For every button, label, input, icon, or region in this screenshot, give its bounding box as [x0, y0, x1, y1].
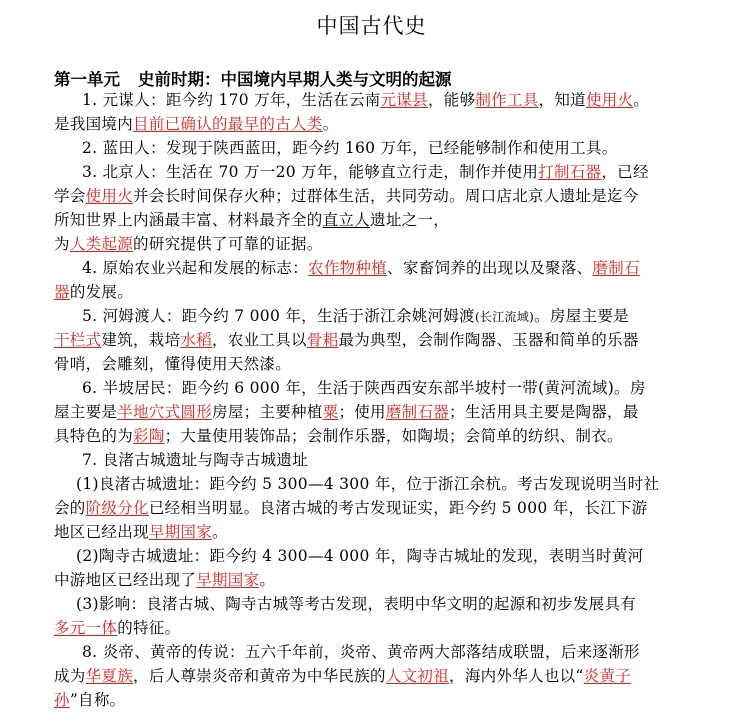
text-segment: 。 — [322, 115, 339, 133]
text-line — [54, 400, 684, 424]
text-segment: 的特征。 — [117, 619, 181, 637]
text-line — [54, 112, 684, 136]
text-segment: 中游地区已经出现了 — [54, 571, 197, 589]
text-segment: (2)陶寺古城遗址：距今约 4 300—4 000 年，陶寺古城址的发现，表明当时黄河 — [76, 547, 644, 565]
text-segment: 为 — [54, 235, 70, 253]
text-line — [54, 520, 684, 544]
text-line — [54, 256, 684, 280]
text-segment: ，已经 — [601, 163, 649, 181]
document-title: 中国古代史 — [316, 14, 427, 38]
text-line — [54, 496, 684, 520]
key-term: 早期国家 — [196, 571, 260, 589]
text-segment: (3)影响：良渚古城、陶寺古城等考古发现，表明中华文明的起源和初步发展具有 — [76, 595, 637, 613]
text-segment: 成为 — [54, 667, 86, 685]
text-line — [54, 352, 684, 376]
text-segment: 已经相当明显。良渚古城的考古发现证实，距今约 5 000 年，长江下游 — [148, 499, 648, 517]
key-term: 人文初祖 — [385, 667, 450, 685]
text-segment: 4. 原始农业兴起和发展的标志： — [82, 259, 309, 277]
text-line — [54, 208, 684, 232]
key-term: 打制石器 — [538, 163, 602, 181]
text-segment: (1)良渚古城遗址：距今约 5 300—4 300 年，位于浙江余杭。考古发现说明当时社 — [76, 475, 660, 493]
text-segment: 是我国境内 — [54, 115, 134, 133]
text-line — [54, 160, 684, 184]
text-segment: 。 — [212, 523, 228, 541]
key-term: 孙 — [54, 691, 70, 709]
text-line — [54, 568, 684, 592]
text-segment: ；生活用具主要是陶器，最 — [449, 403, 639, 421]
text-segment: 。 — [633, 91, 650, 109]
text-segment: 1. 元谋人：距今约 170 万年，生活在云南 — [82, 91, 381, 109]
text-segment: 的发展。 — [69, 283, 134, 301]
text-segment: 。房屋主要是 — [534, 307, 629, 325]
text-segment: 房屋；主要种植 — [212, 403, 323, 421]
text-line — [54, 280, 684, 304]
text-segment: 最为典型，会制作陶器、玉器和简单的乐器 — [338, 331, 639, 349]
text-segment: 3. 北京人：生活在 70 万一20 万年，能够直立行走，制作并使用 — [82, 163, 539, 181]
text-segment: ，后人尊崇炎帝和黄帝为中华民族的 — [133, 667, 386, 685]
text-segment: 6. 半坡居民：距今约 6 000 年，生活于陕西西安东部半坡村一带(黄河流域)。房 — [82, 379, 646, 397]
key-term: 骨耜 — [306, 331, 339, 349]
key-term: 粟 — [322, 403, 339, 421]
text-line — [54, 448, 684, 472]
text-segment: ；大量使用装饰品；会制作乐器，如陶埙；会简单的纺织、制衣。 — [164, 427, 623, 445]
key-term: 华夏族 — [85, 667, 134, 685]
text-segment: 2. 蓝田人：发现于陕西蓝田，距今约 160 万年，已经能够制作和使用工具。 — [82, 139, 618, 157]
text-segment: 地区已经出现 — [54, 523, 149, 541]
unit-title: 史前时期：中国境内早期人类与文明的起源 — [138, 70, 452, 89]
text-line — [54, 424, 684, 448]
text-line — [54, 232, 684, 256]
key-term: 半地穴式圆形 — [117, 403, 213, 421]
document-body — [54, 88, 684, 712]
text-segment: 8. 炎帝、黄帝的传说：五六千年前，炎帝、黄帝两大部落结成联盟，后来逐渐形 — [82, 643, 640, 661]
text-segment: 骨哨，会雕刻，懂得使用天然漆。 — [54, 355, 292, 373]
text-segment: 会的 — [54, 499, 86, 517]
key-term: 早期国家 — [148, 523, 213, 541]
key-term: 阶级分化 — [85, 499, 149, 517]
text-line — [54, 616, 684, 640]
key-term: 磨制石器 — [385, 403, 450, 421]
key-term: 使用火 — [585, 91, 634, 109]
text-line — [54, 592, 684, 616]
text-line — [54, 304, 684, 328]
small-note: (长江流域) — [474, 310, 535, 324]
text-segment: ；使用 — [338, 403, 386, 421]
text-segment: 。 — [259, 571, 276, 589]
text-segment: ，农业工具以 — [212, 331, 307, 349]
key-term: 制作工具 — [475, 91, 539, 109]
text-line — [54, 544, 684, 568]
text-line — [54, 88, 684, 112]
key-term: 器 — [54, 283, 70, 301]
text-line — [54, 328, 684, 352]
text-segment: 所知世界上内涵最丰富、材料最齐全的 — [54, 211, 323, 229]
text-segment: 建筑，栽培 — [101, 331, 181, 349]
text-line — [54, 376, 684, 400]
text-segment: ，海内外华人也以“ — [449, 667, 584, 685]
text-segment: ”自称。 — [69, 691, 126, 709]
key-term: 水稻 — [180, 331, 213, 349]
key-term: 炎黄子 — [583, 667, 632, 685]
text-segment: 遗址之一， — [370, 211, 450, 229]
text-segment: 的研究提供了可靠的证据。 — [133, 235, 323, 253]
key-term: 干栏式 — [54, 331, 102, 349]
key-term: 多元一体 — [54, 619, 118, 637]
text-segment: ，知道 — [538, 91, 586, 109]
text-line — [54, 640, 684, 664]
text-segment: 并会长时间保存火种；过群体生活，共同劳动。周口店北京人遗址是迄今 — [133, 187, 639, 205]
text-segment: 学会 — [54, 187, 86, 205]
key-term: 农作物种植 — [308, 259, 388, 277]
text-segment: ，能够 — [427, 91, 476, 109]
key-term: 人类起源 — [69, 235, 134, 253]
key-term: 磨制石 — [592, 259, 640, 277]
text-line — [54, 184, 684, 208]
key-term: 彩陶 — [133, 427, 165, 445]
unit-heading — [54, 66, 452, 90]
text-segment: 屋主要是 — [54, 403, 118, 421]
key-term: 使用火 — [85, 187, 134, 205]
text-line — [54, 688, 684, 712]
text-segment: 7. 良渚古城遗址与陶寺古城遗址 — [82, 451, 309, 469]
key-term: 目前已确认的最早的古人类 — [133, 115, 323, 133]
key-term: 元谋县 — [380, 91, 428, 109]
text-segment: 5. 河姆渡人：距今约 7 000 年，生活于浙江余姚河姆渡 — [82, 307, 475, 325]
text-line — [54, 136, 684, 160]
text-line — [54, 472, 684, 496]
text-line — [54, 664, 684, 688]
text-segment: 具特色的为 — [54, 427, 134, 445]
unit-label: 第一单元 — [54, 70, 120, 89]
text-segment: 、家畜饲养的出现以及聚落、 — [387, 259, 593, 277]
underlined-term: 直立人 — [322, 211, 371, 229]
